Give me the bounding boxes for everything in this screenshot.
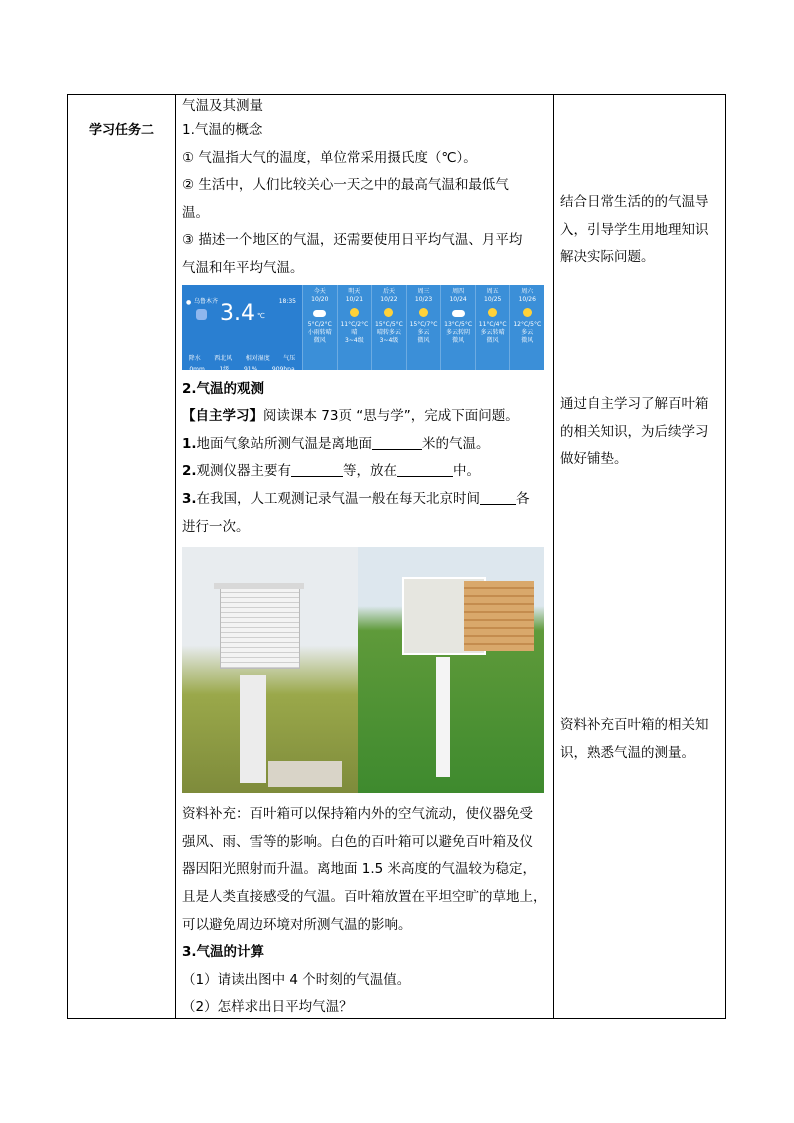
teaching-note-2 <box>560 391 720 474</box>
weather-stat-values <box>182 356 302 384</box>
weather-unit: ℃ <box>257 311 265 320</box>
answer-blank[interactable] <box>372 435 422 450</box>
question-text: 各 <box>516 490 530 507</box>
location-pin-icon: ● <box>186 298 192 306</box>
louvered-box <box>220 587 300 669</box>
wooden-louvered-box-photo <box>358 547 544 793</box>
note-line: 的相关知识，为后续学习 <box>560 423 709 440</box>
note-line: 识，熟悉气温的测量。 <box>560 744 695 761</box>
teaching-note-3 <box>560 712 720 767</box>
forecast-day <box>440 285 475 370</box>
question-2 <box>182 458 548 486</box>
forecast-day <box>475 285 510 370</box>
partly-cloudy-icon <box>523 308 532 317</box>
weather-widget-image <box>182 285 544 373</box>
white-louvered-box-photo <box>182 547 358 793</box>
lesson-table <box>67 94 726 1019</box>
forecast-day <box>509 285 544 370</box>
self-study-tag: 【自主学习】 <box>182 408 263 425</box>
day-date: 10/26 <box>518 295 536 303</box>
question-text: 米的气温。 <box>422 435 490 452</box>
question-3-cont: 进行一次。 <box>182 518 250 535</box>
day-date: 10/21 <box>345 295 364 303</box>
note-line: 解决实际问题。 <box>560 249 655 266</box>
note-line: 资料补充百叶箱的相关知 <box>560 717 709 733</box>
question-text: 中。 <box>453 463 481 480</box>
calc-question-2: （2）怎样求出日平均气温？ <box>182 999 353 1016</box>
supplement-line-1: 资料补充：百叶箱可以保持箱内外的空气流动，使仪器免受 <box>182 806 533 823</box>
note-line: 入，引导学生用地理知识 <box>560 221 709 238</box>
weather-city: 乌鲁木齐 <box>194 297 219 305</box>
partly-cloudy-icon <box>488 308 497 317</box>
day-wind: 3~4级 <box>345 336 364 344</box>
day-desc: 多云 <box>521 328 534 336</box>
rain-cloud-icon <box>313 310 326 317</box>
day-desc: 多云转晴 <box>480 328 505 336</box>
sun-icon <box>350 308 359 317</box>
day-name: 周六 <box>521 287 534 295</box>
day-range: 15°C/7°C <box>409 320 438 328</box>
weather-stat-value: 909hpa <box>271 365 295 373</box>
day-date: 10/20 <box>311 295 329 303</box>
forecast-day <box>337 285 372 370</box>
day-name: 周五 <box>486 287 499 295</box>
weather-stat: 西北风 <box>214 354 233 362</box>
question-number: 2. <box>182 463 197 480</box>
teaching-note-1 <box>560 189 720 272</box>
paragraph-3-cont: 气温和年平均气温。 <box>182 259 304 276</box>
answer-blank[interactable] <box>291 462 343 477</box>
supplement-line-2: 强风、雨、雪等的影响。白色的百叶箱可以避免百叶箱及仪 <box>182 833 533 850</box>
paragraph-2-cont: 温。 <box>182 204 209 221</box>
box-roof <box>214 583 304 589</box>
note-line: 做好铺垫。 <box>560 451 628 468</box>
answer-blank[interactable] <box>480 490 516 505</box>
question-number: 1. <box>182 435 197 452</box>
weather-stat: 相对湿度 <box>245 354 270 362</box>
supplement-line-5: 可以避免周边环境对所测气温的影响。 <box>182 916 412 933</box>
weather-stat: 气压 <box>283 354 296 362</box>
day-wind: 微风 <box>521 336 534 344</box>
partly-cloudy-icon <box>419 308 428 317</box>
day-range: 13°C/5°C <box>444 320 473 328</box>
day-desc: 晴 <box>351 328 358 336</box>
day-name: 周三 <box>417 287 430 295</box>
day-wind: 微风 <box>313 336 326 344</box>
day-desc: 小雨转晴 <box>307 328 332 336</box>
day-date: 10/23 <box>414 295 433 303</box>
calc-question-1: （1）请读出图中 4 个时刻的气温值。 <box>182 971 411 988</box>
day-date: 10/25 <box>484 295 502 303</box>
wooden-door <box>464 581 534 651</box>
column-divider <box>175 95 176 1018</box>
weather-time: 18:35 <box>278 297 296 305</box>
concrete-block <box>268 761 342 787</box>
day-wind: 3~4级 <box>379 336 399 344</box>
subheading-calculation: 3.气温的计算 <box>182 944 265 961</box>
day-wind: 微风 <box>452 336 465 344</box>
weather-current <box>182 285 302 373</box>
day-range: 5°C/2°C <box>307 320 332 328</box>
paragraph-3: ③ 描述一个地区的气温，还需要使用日平均气温、月平均 <box>182 232 523 249</box>
supplement-line-3: 器因阳光照射而升温。离地面 1.5 米高度的气温较为稳定， <box>182 861 537 878</box>
subheading-observation: 2.气温的观测 <box>182 380 265 397</box>
paragraph-1: ① 气温指大气的温度，单位常采用摄氏度（℃）。 <box>182 149 477 166</box>
cloud-rain-icon <box>196 309 207 320</box>
weather-stat-value: 0mm <box>189 365 205 373</box>
louvered-box-photos <box>182 547 544 793</box>
cloud-icon <box>452 310 465 317</box>
question-text: 观测仪器主要有 <box>196 463 292 480</box>
weather-forecast <box>302 285 544 370</box>
box-stand <box>436 657 450 777</box>
day-desc: 多云 <box>417 328 430 336</box>
question-text: 等，放在 <box>343 463 398 480</box>
weather-temp: 3.4 <box>220 300 255 326</box>
forecast-day <box>302 285 337 370</box>
question-3 <box>182 486 548 514</box>
day-name: 周四 <box>452 287 465 295</box>
day-date: 10/22 <box>380 295 398 303</box>
question-text: 地面气象站所测气温是离地面 <box>196 435 373 452</box>
question-1 <box>182 431 548 459</box>
day-name: 后天 <box>382 287 395 295</box>
day-desc: 多云转阴 <box>446 328 471 336</box>
self-study-line <box>182 403 548 431</box>
day-range: 12°C/5°C <box>513 320 542 328</box>
weather-stat-value: 1级 <box>219 365 230 373</box>
day-name: 今天 <box>313 287 326 295</box>
forecast-day <box>371 285 406 370</box>
forecast-day <box>406 285 441 370</box>
day-range: 15°C/5°C <box>375 320 403 328</box>
note-line: 结合日常生活的的气温导 <box>560 194 709 210</box>
weather-stat-value: 91% <box>243 365 258 373</box>
answer-blank[interactable] <box>397 462 453 477</box>
sun-icon <box>384 308 393 317</box>
task-label: 学习任务二 <box>88 123 154 138</box>
box-stand <box>240 675 266 783</box>
day-range: 11°C/4°C <box>478 320 507 328</box>
content-column <box>182 95 548 1022</box>
weather-stat: 降水 <box>188 354 201 362</box>
day-wind: 微风 <box>486 336 499 344</box>
supplement-line-4: 且是人类直接感受的气温。百叶箱放置在平坦空旷的草地上， <box>182 888 547 905</box>
question-text: 在我国，人工观测记录气温一般在每天北京时间 <box>196 490 481 507</box>
day-name: 明天 <box>348 287 361 295</box>
note-line: 通过自主学习了解百叶箱 <box>560 396 709 412</box>
section-heading: 气温及其测量 <box>182 98 263 114</box>
day-date: 10/24 <box>449 295 467 303</box>
paragraph-2: ② 生活中，人们比较关心一天之中的最高气温和最低气 <box>182 177 509 194</box>
day-desc: 晴转多云 <box>376 328 401 336</box>
column-divider <box>553 95 554 1018</box>
day-wind: 微风 <box>417 336 430 344</box>
day-range: 11°C/2°C <box>340 320 369 328</box>
self-study-text: 阅读课本 73页 “思与学”，完成下面问题。 <box>263 408 519 425</box>
subheading-concept: 1.气温的概念 <box>182 122 263 138</box>
question-number: 3. <box>182 490 197 507</box>
